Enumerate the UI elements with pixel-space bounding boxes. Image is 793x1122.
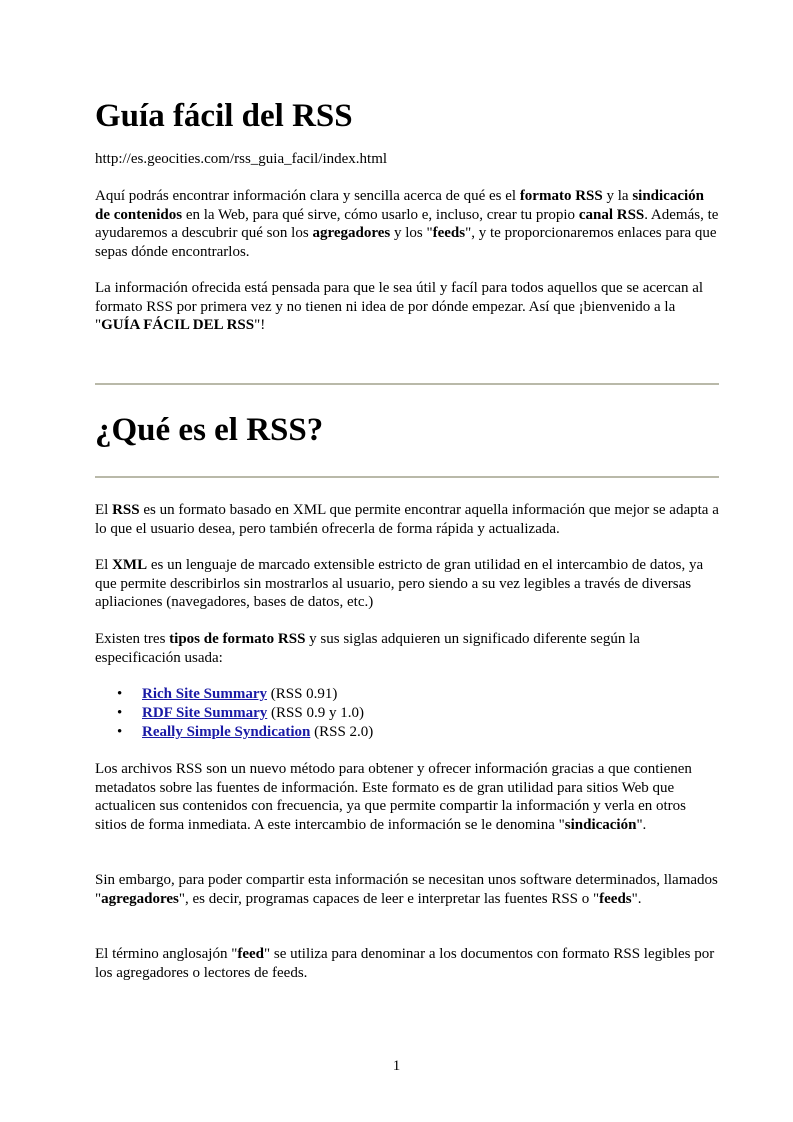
rss-formats-list	[95, 685, 373, 742]
welcome-paragraph: La información ofrecida está pensada para que le sea útil y facíl para todos aquellos que se acercan al formato RSS por primera vez y no tienen ni idea de por dónde empezar. Así que ¡bienvenido a la "GUÍA FÁCIL DEL RSS"!	[95, 280, 704, 333]
xml-definition-paragraph: El XML es un lenguaje de marcado extensible estricto de gran utilidad en el intercambio de datos, ya que permite describirlos sin mostrarlos al usuario, pero siendo a su vez legibles a través de diversas apliaciones (navegadores, bases de datos, etc.)	[95, 557, 704, 610]
link-rich-site-summary[interactable]: Rich Site Summary	[142, 686, 267, 702]
divider-bottom	[95, 476, 719, 478]
feed-definition-paragraph: El término anglosajón "feed" se utiliza para denominar a los documentos con formato RSS legibles por los agregadores o lectores de feeds.	[95, 946, 715, 981]
page-number: 1	[392, 1058, 401, 1074]
list-item: • Really Simple Syndication (RSS 2.0)	[142, 723, 373, 742]
list-item: • RDF Site Summary (RSS 0.9 y 1.0)	[142, 704, 373, 723]
link-rdf-site-summary[interactable]: RDF Site Summary	[142, 705, 268, 721]
divider-top	[95, 383, 719, 385]
syndication-paragraph: Los archivos RSS son un nuevo método para obtener y ofrecer información gracias a que contienen metadatos sobre las fuentes de información. Este formato es de gran utilidad para sitios Web que actualicen sus contenidos con frecuencia, ya que permite compartir la información y verla en otros sitios de forma inmediata. A este intercambio de información se le denomina "sindicación".	[95, 761, 692, 833]
section-title: ¿Qué es el RSS?	[95, 412, 324, 448]
intro-paragraph: Aquí podrás encontrar información clara y sencilla acerca de qué es el formato RSS y la sindicación de contenidos en la Web, para qué sirve, cómo usarlo e, incluso, crear tu propio canal RSS. Además, te ayudaremos a descubrir qué son los agregadores y los "feeds", y te proporcionaremos enlaces para que sepas dónde encontrarlos.	[95, 188, 719, 260]
list-item: • Rich Site Summary (RSS 0.91)	[142, 685, 373, 704]
link-really-simple-syndication[interactable]: Really Simple Syndication	[142, 724, 311, 740]
page-title: Guía fácil del RSS	[95, 98, 353, 134]
formats-intro-paragraph: Existen tres tipos de formato RSS y sus siglas adquieren un significado diferente según la especificación usada:	[95, 631, 640, 666]
rss-definition-paragraph: El RSS es un formato basado en XML que permite encontrar aquella información que mejor se adapta a lo que el usuario desea, pero también ofrecerla de forma rápida y actualizada.	[95, 502, 719, 537]
source-url: http://es.geocities.com/rss_guia_facil/index.html	[95, 151, 388, 167]
aggregators-paragraph: Sin embargo, para poder compartir esta información se necesitan unos software determinados, llamados "agregadores", es decir, programas capaces de leer e interpretar las fuentes RSS o "feeds".	[95, 872, 718, 907]
